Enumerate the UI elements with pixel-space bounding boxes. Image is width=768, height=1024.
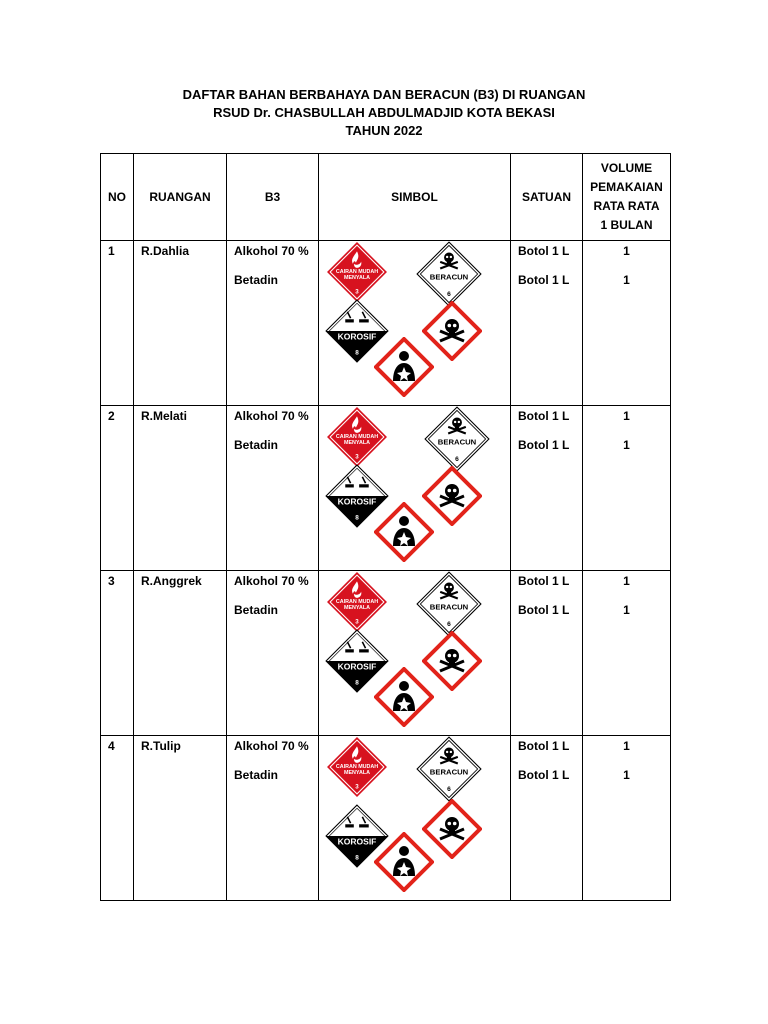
table-row <box>101 571 671 736</box>
b3-item-2: Betadin <box>234 603 279 617</box>
b3-item-2: Betadin <box>234 438 279 452</box>
document-title <box>0 86 768 140</box>
svg-text:8: 8 <box>355 679 359 687</box>
volume-2: 1 <box>623 273 630 287</box>
header-volume-line-4: 1 BULAN <box>600 218 653 232</box>
cell-simbol <box>319 571 511 736</box>
cell-no <box>101 241 134 406</box>
row-number: 3 <box>108 574 115 588</box>
svg-text:8: 8 <box>355 349 359 357</box>
svg-text:BERACUN: BERACUN <box>437 437 477 447</box>
svg-text:CAIRAN MUDAH: CAIRAN MUDAH <box>335 599 379 606</box>
cell-volume <box>583 406 671 571</box>
row-number: 2 <box>108 409 115 423</box>
cell-satuan <box>511 736 583 901</box>
svg-text:KOROSIF: KOROSIF <box>337 496 377 507</box>
svg-text:6: 6 <box>447 786 451 793</box>
cell-no <box>101 736 134 901</box>
table-row <box>101 406 671 571</box>
svg-text:3: 3 <box>355 618 359 626</box>
toxic-skull-icon <box>416 571 482 637</box>
ghs-health-hazard-icon <box>374 832 434 892</box>
svg-text:6: 6 <box>447 621 451 628</box>
cell-no <box>101 571 134 736</box>
header-volume-line-2: PEMAKAIAN <box>590 180 663 194</box>
header-volume-line-1: VOLUME <box>600 161 653 175</box>
svg-text:KOROSIF: KOROSIF <box>337 661 377 672</box>
cell-ruangan <box>134 571 227 736</box>
svg-text:3: 3 <box>355 453 359 461</box>
volume-1: 1 <box>623 739 630 753</box>
cell-satuan <box>511 241 583 406</box>
svg-text:CAIRAN MUDAH: CAIRAN MUDAH <box>335 269 379 276</box>
hazard-symbols <box>319 241 511 405</box>
header-b3: B3 <box>227 154 319 241</box>
header-ruangan: RUANGAN <box>134 154 227 241</box>
volume-2: 1 <box>623 768 630 782</box>
unit-1: Botol 1 L <box>518 739 570 753</box>
unit-2: Botol 1 L <box>518 273 570 287</box>
table-row <box>101 241 671 406</box>
svg-text:KOROSIF: KOROSIF <box>337 331 377 342</box>
cell-b3 <box>227 406 319 571</box>
flammable-liquid-icon <box>326 736 388 798</box>
volume-2: 1 <box>623 603 630 617</box>
svg-text:CAIRAN MUDAH: CAIRAN MUDAH <box>335 764 379 771</box>
ghs-health-hazard-icon <box>374 337 434 397</box>
title-line-1: DAFTAR BAHAN BERBAHAYA DAN BERACUN (B3) DI RUANGAN <box>182 87 586 102</box>
header-volume <box>583 154 671 241</box>
unit-2: Botol 1 L <box>518 603 570 617</box>
svg-text:3: 3 <box>355 783 359 791</box>
svg-text:3: 3 <box>355 288 359 296</box>
hazard-symbols <box>319 406 511 570</box>
flammable-liquid-icon <box>326 241 388 303</box>
flammable-liquid-icon <box>326 406 388 468</box>
svg-text:KOROSIF: KOROSIF <box>337 836 377 847</box>
toxic-skull-icon <box>424 406 490 472</box>
room-name: R.Dahlia <box>141 244 190 258</box>
b3-item-2: Betadin <box>234 768 279 782</box>
room-name: R.Tulip <box>141 739 181 753</box>
ghs-health-hazard-icon <box>374 502 434 562</box>
cell-b3 <box>227 241 319 406</box>
hazard-symbols <box>319 736 511 900</box>
header-volume-line-3: RATA RATA <box>593 199 660 213</box>
svg-text:BERACUN: BERACUN <box>429 767 469 777</box>
title-line-3: TAHUN 2022 <box>345 123 423 138</box>
cell-ruangan <box>134 241 227 406</box>
cell-b3 <box>227 571 319 736</box>
room-name: R.Anggrek <box>141 574 202 588</box>
svg-text:BERACUN: BERACUN <box>429 272 469 282</box>
svg-text:8: 8 <box>355 514 359 522</box>
svg-text:MENYALA: MENYALA <box>343 275 371 282</box>
hazard-symbols <box>319 571 511 735</box>
cell-simbol <box>319 241 511 406</box>
volume-1: 1 <box>623 244 630 258</box>
svg-text:MENYALA: MENYALA <box>343 605 371 612</box>
b3-item-2: Betadin <box>234 273 279 287</box>
cell-b3 <box>227 736 319 901</box>
svg-text:6: 6 <box>455 456 459 463</box>
svg-text:BERACUN: BERACUN <box>429 602 469 612</box>
row-number: 4 <box>108 739 115 753</box>
b3-item-1: Alkohol 70 % <box>234 574 309 588</box>
volume-1: 1 <box>623 409 630 423</box>
cell-volume <box>583 571 671 736</box>
toxic-skull-icon <box>416 241 482 307</box>
volume-2: 1 <box>623 438 630 452</box>
unit-1: Botol 1 L <box>518 409 570 423</box>
cell-simbol <box>319 406 511 571</box>
b3-item-1: Alkohol 70 % <box>234 244 309 258</box>
b3-item-1: Alkohol 70 % <box>234 409 309 423</box>
cell-no <box>101 406 134 571</box>
toxic-skull-icon <box>416 736 482 802</box>
table-row <box>101 736 671 901</box>
unit-1: Botol 1 L <box>518 244 570 258</box>
cell-ruangan <box>134 736 227 901</box>
unit-2: Botol 1 L <box>518 768 570 782</box>
volume-1: 1 <box>623 574 630 588</box>
row-number: 1 <box>108 244 115 258</box>
header-satuan: SATUAN <box>511 154 583 241</box>
svg-text:8: 8 <box>355 854 359 862</box>
b3-item-1: Alkohol 70 % <box>234 739 309 753</box>
header-no: NO <box>101 154 134 241</box>
cell-volume <box>583 241 671 406</box>
svg-text:MENYALA: MENYALA <box>343 770 371 777</box>
unit-2: Botol 1 L <box>518 438 570 452</box>
flammable-liquid-icon <box>326 571 388 633</box>
cell-simbol <box>319 736 511 901</box>
cell-ruangan <box>134 406 227 571</box>
room-name: R.Melati <box>141 409 188 423</box>
svg-text:CAIRAN MUDAH: CAIRAN MUDAH <box>335 434 379 441</box>
cell-satuan <box>511 406 583 571</box>
svg-text:6: 6 <box>447 291 451 298</box>
table-header-row <box>101 154 671 241</box>
header-simbol: SIMBOL <box>319 154 511 241</box>
svg-text:MENYALA: MENYALA <box>343 440 371 447</box>
cell-volume <box>583 736 671 901</box>
unit-1: Botol 1 L <box>518 574 570 588</box>
ghs-health-hazard-icon <box>374 667 434 727</box>
title-line-2: RSUD Dr. CHASBULLAH ABDULMADJID KOTA BEKASI <box>213 105 555 120</box>
cell-satuan <box>511 571 583 736</box>
b3-table <box>100 153 671 901</box>
